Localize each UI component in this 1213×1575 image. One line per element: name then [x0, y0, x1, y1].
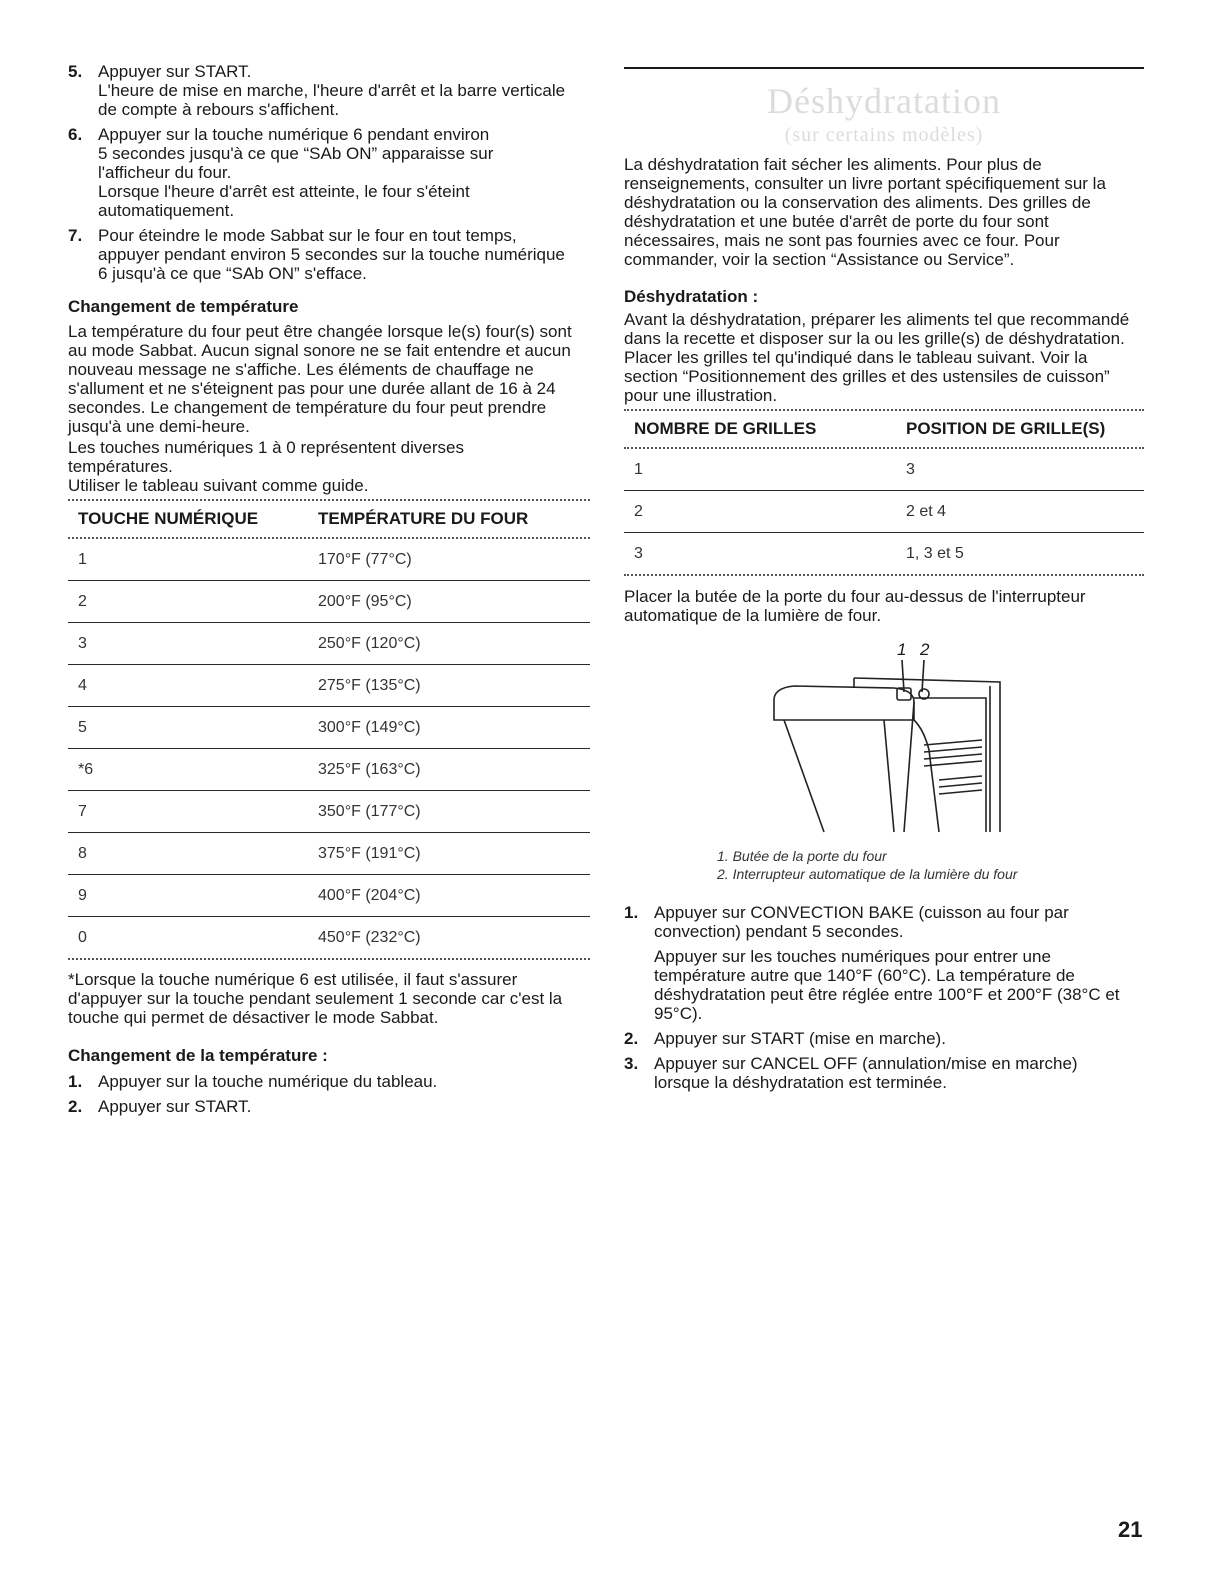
table-row	[68, 749, 590, 791]
temp-change-steps	[68, 1072, 590, 1116]
step-text: automatiquement.	[98, 201, 235, 220]
oven-door-figure	[764, 640, 1014, 840]
step-text: appuyer pendant environ 5 secondes sur la touche numérique	[98, 245, 565, 264]
step-text: L'heure de mise en marche, l'heure d'arrêt et la barre verticale	[98, 81, 566, 100]
table-cell: 3	[896, 449, 1144, 491]
table-row	[68, 833, 590, 875]
table-row	[68, 791, 590, 833]
table-bottom-dotted-rule	[624, 574, 1144, 576]
table-cell: 300°F (149°C)	[308, 707, 590, 749]
guide-paragraph: Utiliser le tableau suivant comme guide.	[68, 476, 369, 495]
step-text: déshydratation peut être réglée entre 100°F et 200°F (38°C et	[654, 985, 1120, 1004]
step-text: Appuyer sur la touche numérique 6 pendant environ	[98, 125, 490, 144]
table-row	[68, 539, 590, 581]
step-number: 7.	[68, 226, 83, 245]
figure-label-1: 1	[897, 640, 907, 659]
list-item	[68, 1097, 590, 1116]
table-cell: 2 et 4	[896, 491, 1144, 533]
step-7	[68, 226, 590, 283]
dehydration-paragraph: Avant la déshydratation, préparer les aliments tel que recommandé dans la recette et disposer sur la ou les grille(s) de déshydratation. Placer les grilles tel qu'indiqué dans le tableau suivant. Voir la section “Positionnement des grilles et des ustensiles de cuisson” pour une illustration.	[624, 310, 1130, 405]
step-text: Appuyer sur START.	[98, 1097, 252, 1116]
table-cell: 375°F (191°C)	[308, 833, 590, 875]
rack-table-body	[624, 449, 1144, 574]
table-cell: 2	[68, 581, 308, 623]
column-header: NOMBRE DE GRILLES	[634, 419, 817, 438]
step-text: convection) pendant 5 secondes.	[654, 922, 904, 941]
table-cell: 200°F (95°C)	[308, 581, 590, 623]
table-bottom-dotted-rule	[68, 958, 590, 960]
table-row	[68, 581, 590, 623]
intro-paragraph: La déshydratation fait sécher les aliments. Pour plus de renseignements, consulter un livre portant spécifiquement sur la déshydratation ou la conservation des aliments. Des grilles de déshydratation et une butée d'arrêt de porte du four sont nécessaires, mais ne sont pas fournies avec ce four. Pour commander, voir la section “Assistance ou Service”.	[624, 155, 1106, 269]
step-text: Lorsque l'heure d'arrêt est atteinte, le four s'éteint	[98, 182, 470, 201]
table-cell: 1, 3 et 5	[906, 544, 964, 562]
list-item	[624, 903, 1144, 1023]
step-number: 5.	[68, 62, 83, 81]
table-header-row	[624, 411, 1144, 447]
table-cell: 275°F (135°C)	[308, 665, 590, 707]
step-text: 95°C).	[654, 1004, 703, 1023]
rack-table	[624, 409, 1144, 576]
list-item	[624, 1054, 1144, 1092]
table-cell: 325°F (163°C)	[308, 749, 590, 791]
list-item	[624, 1029, 1144, 1048]
table-cell: 350°F (177°C)	[308, 791, 590, 833]
step-number: 3.	[624, 1054, 639, 1073]
table-cell: 8	[68, 833, 308, 875]
table-row	[68, 707, 590, 749]
step-text: Appuyer sur les touches numériques pour entrer une	[654, 947, 1051, 966]
table-cell: 4	[68, 665, 308, 707]
table-cell: 170°F (77°C)	[308, 539, 590, 581]
table-row	[624, 449, 1144, 491]
table-cell: 1	[624, 449, 896, 491]
place-paragraph: Placer la butée de la porte du four au-dessus de l'interrupteur automatique de la lumière de four.	[624, 587, 1086, 625]
table-cell: 250°F (120°C)	[308, 623, 590, 665]
page-number: 21	[1118, 1517, 1143, 1542]
section-top-rule	[624, 67, 1144, 69]
step-text: Appuyer sur CONVECTION BAKE (cuisson au four par	[654, 903, 1069, 922]
temperature-table-grid	[68, 501, 590, 537]
figure-label-2: 2	[920, 640, 930, 659]
step-number: 1.	[624, 903, 639, 922]
table-cell: 7	[68, 791, 308, 833]
table-cell: 9	[68, 875, 308, 917]
step-text: Appuyer sur START (mise en marche).	[654, 1029, 946, 1048]
step-number: 1.	[68, 1072, 83, 1091]
step-text: 5 secondes jusqu'à ce que “SAb ON” apparaisse sur	[98, 144, 494, 163]
step-text: Appuyer sur CANCEL OFF (annulation/mise en marche)	[654, 1054, 1078, 1073]
oven-door-illustration	[764, 640, 1014, 840]
list-item	[68, 1072, 590, 1091]
section-title: Déshydratation	[767, 81, 1001, 121]
step-text: température autre que 140°F (60°C). La température de	[654, 966, 1075, 985]
column-header: TEMPÉRATURE DU FOUR	[318, 509, 529, 528]
caption-2: 2. Interrupteur automatique de la lumière du four	[717, 866, 1018, 882]
table-row	[68, 623, 590, 665]
rack-table-grid	[624, 411, 1144, 447]
temperature-table-body	[68, 539, 590, 958]
table-cell: 450°F (232°C)	[318, 928, 421, 946]
step-number: 2.	[624, 1029, 639, 1048]
dehydration-steps	[624, 903, 1144, 1092]
table-row	[624, 533, 1144, 575]
table-row	[68, 875, 590, 917]
sabbath-steps	[68, 62, 590, 283]
temp-change-paragraph: La température du four peut être changée lorsque le(s) four(s) sont au mode Sabbat. Aucun signal sonore ne se fait entendre et aucun nouveau message ne s'affiche. Les éléments de chauffage ne s'allument et ne s'éteignent pas pour une durée allant de 16 à 24 secondes. Le changement de température du four peut prendre jusqu'à une demi-heure.	[68, 322, 572, 436]
step-text: lorsque la déshydratation est terminée.	[654, 1073, 947, 1092]
step-number: 2.	[68, 1097, 83, 1116]
footnote: *Lorsque la touche numérique 6 est utilisée, il faut s'assurer d'appuyer sur la touche pendant seulement 1 seconde car c'est la touche qui permet de désactiver le mode Sabbat.	[68, 970, 563, 1027]
figure-captions	[717, 847, 1137, 883]
table-cell: 400°F (204°C)	[308, 875, 590, 917]
step-text: Appuyer sur la touche numérique du tableau.	[98, 1072, 438, 1091]
table-cell: 3	[68, 623, 308, 665]
temp-change-heading: Changement de température	[68, 297, 299, 316]
step-text: 6 jusqu'à ce que “SAb ON” s'efface.	[98, 264, 367, 283]
column-header: POSITION DE GRILLE(S)	[906, 419, 1106, 438]
dehydration-heading: Déshydratation :	[624, 287, 759, 306]
step-text: Pour éteindre le mode Sabbat sur le four en tout temps,	[98, 226, 517, 245]
table-row	[68, 917, 590, 959]
table-row	[68, 665, 590, 707]
step-text: de compte à rebours s'affichent.	[98, 100, 340, 119]
keys-paragraph: Les touches numériques 1 à 0 représentent diverses températures.	[68, 438, 464, 476]
temperature-table	[68, 499, 590, 960]
table-cell: 5	[68, 707, 308, 749]
caption-1: 1. Butée de la porte du four	[717, 848, 887, 864]
step-text: Appuyer sur START.	[98, 62, 252, 81]
step-5	[68, 62, 590, 119]
step-text: l'afficheur du four.	[98, 163, 232, 182]
step-number: 6.	[68, 125, 83, 144]
table-cell: *6	[68, 749, 308, 791]
table-cell: 3	[634, 544, 643, 562]
table-row	[624, 491, 1144, 533]
step-6	[68, 125, 590, 220]
temp-change-heading-2: Changement de la température :	[68, 1046, 328, 1065]
table-header-row	[68, 501, 590, 537]
table-cell: 1	[68, 539, 308, 581]
section-subtitle: (sur certains modèles)	[784, 124, 984, 146]
table-cell: 0	[78, 928, 87, 946]
column-header: TOUCHE NUMÉRIQUE	[78, 509, 259, 528]
table-cell: 2	[624, 491, 896, 533]
